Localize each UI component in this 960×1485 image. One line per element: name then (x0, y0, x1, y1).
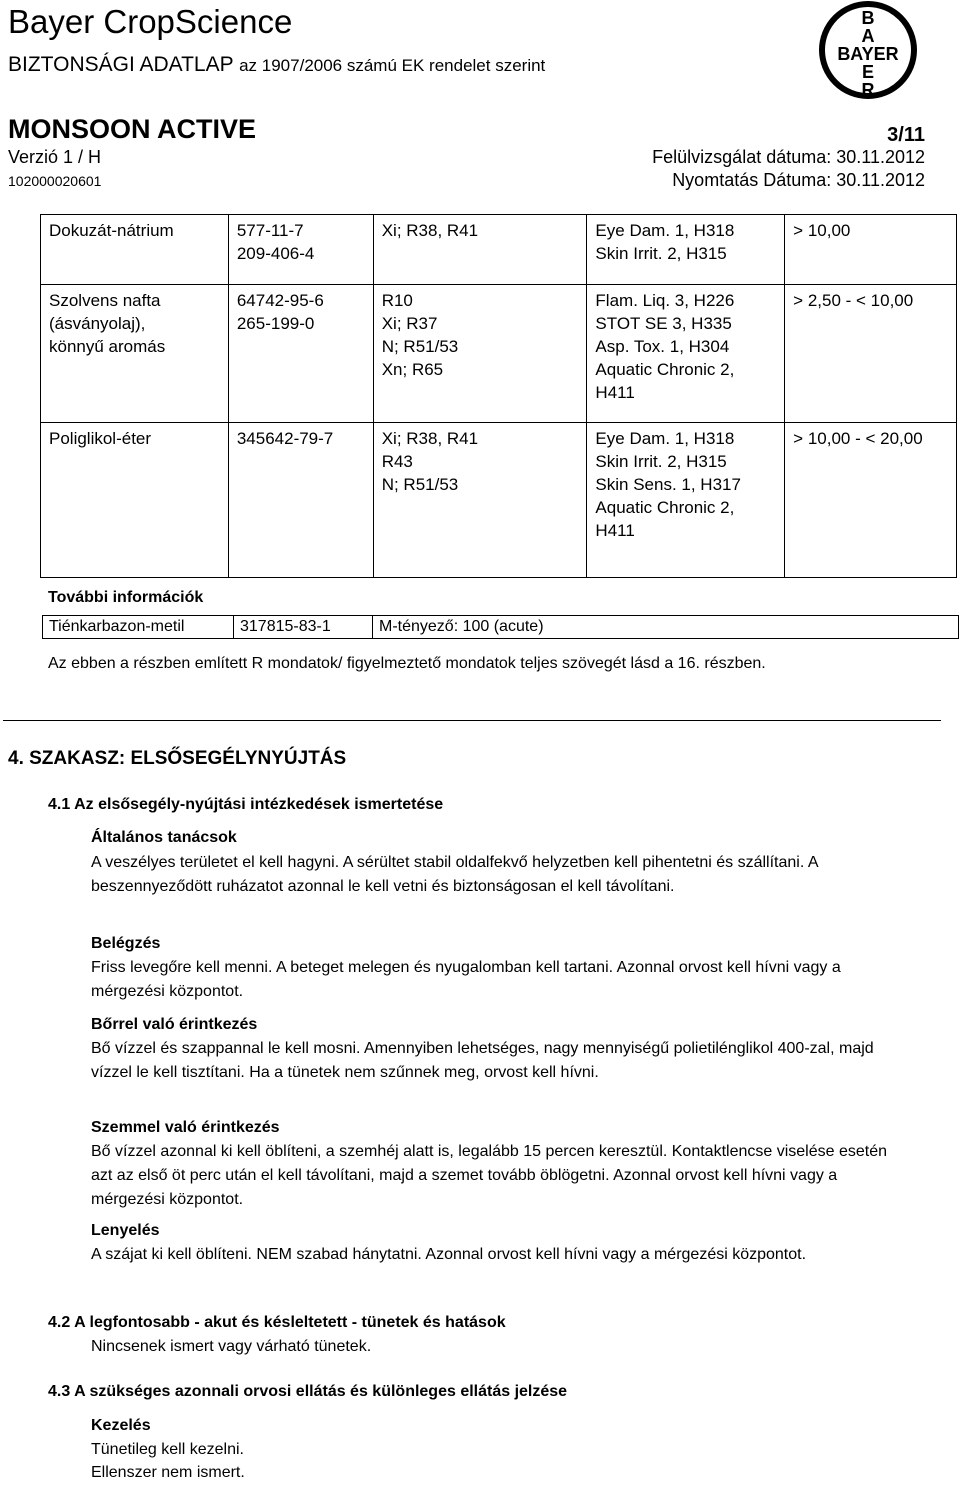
subsection-4-3: 4.3 A szükséges azonnali orvosi ellátás és különleges ellátás jelzése (48, 1383, 568, 1400)
table-row (41, 423, 957, 578)
cell-line: STOT SE 3, H335 (595, 314, 732, 333)
document-type (8, 53, 545, 77)
components-table (40, 214, 957, 578)
classification-clp-cell (587, 215, 785, 285)
svg-text:R: R (861, 80, 875, 100)
m-factor-substance: Tiénkarbazon-metil (43, 616, 234, 638)
cell-line: Eye Dam. 1, H318 (595, 429, 735, 448)
cell-line: Xi; R38, R41 (381, 429, 479, 448)
company-name: Bayer CropScience (8, 3, 293, 40)
cell-line: Asp. Tox. 1, H304 (595, 337, 730, 356)
skin-contact-heading: Bőrrel való érintkezés (91, 1016, 258, 1033)
classification-dsd-cell (373, 215, 587, 285)
review-date: Felülvizsgálat dátuma: 30.11.2012 (652, 147, 925, 167)
component-name-cell (41, 423, 229, 578)
treatment-heading: Kezelés (91, 1417, 151, 1434)
m-factor-cas: 317815-83-1 (234, 616, 373, 638)
general-advice-heading: Általános tanácsok (91, 829, 237, 846)
doc-type-label: BIZTONSÁGI ADATLAP (8, 53, 234, 76)
table-row (41, 285, 957, 423)
cell-line: > 10,00 (793, 221, 851, 240)
svg-text:A: A (861, 26, 875, 46)
treatment-text-1: Tünetileg kell kezelni. (91, 1441, 244, 1458)
table-row (41, 215, 957, 285)
cell-line: Xn; R65 (381, 360, 444, 379)
subsection-4-2: 4.2 A legfontosabb - akut és késleltetett - tünetek és hatások (48, 1314, 506, 1331)
ingestion-text: A szájat ki kell öblíteni. NEM szabad hánytatni. Azonnal orvost kell hívni vagy a mérgezési központot. (91, 1246, 807, 1263)
cell-line: Szolvens nafta (49, 291, 161, 310)
regulation-label: az 1907/2006 számú EK rendelet szerint (239, 56, 546, 75)
cell-line: N; R51/53 (381, 475, 459, 494)
classification-clp-cell (587, 423, 785, 578)
cell-line: 265-199-0 (236, 314, 315, 333)
cell-line: 345642-79-7 (236, 429, 334, 448)
cas-ec-number-cell (228, 215, 373, 285)
ingestion-heading: Lenyelés (91, 1222, 160, 1239)
cell-line: H411 (595, 521, 635, 540)
skin-contact-text: Bő vízzel és szappannal le kell mosni. Amennyiben lehetséges, nagy mennyiségű polietilénglikol 400-zal, majd vízzel le kell tisztítani. Ha a tünetek nem szűnnek meg, orvost kell hívni. (91, 1040, 874, 1081)
component-name-cell (41, 285, 229, 423)
cell-line: 209-406-4 (236, 244, 315, 263)
print-date: Nyomtatás Dátuma: 30.11.2012 (672, 170, 925, 190)
cell-line: R43 (381, 452, 413, 471)
classification-dsd-cell (373, 423, 587, 578)
cell-line: Xi; R37 (381, 314, 438, 333)
cell-line: > 2,50 - < 10,00 (793, 291, 914, 310)
inhalation-text: Friss levegőre kell menni. A beteget melegen és nyugalomban kell tartani. Azonnal orvost kell hívni vagy a mérgezési központot. (91, 959, 841, 1000)
cell-line: (ásványolaj), (49, 314, 146, 333)
svg-text:B: B (861, 8, 875, 28)
inhalation-heading: Belégzés (91, 935, 161, 952)
svg-text:BAYER: BAYER (837, 44, 899, 64)
cell-line: Xi; R38, R41 (381, 221, 479, 240)
classification-dsd-cell (373, 285, 587, 423)
section-divider (3, 720, 941, 721)
component-name-cell (41, 215, 229, 285)
cell-line: > 10,00 - < 20,00 (793, 429, 923, 448)
section-4-title: 4. SZAKASZ: ELSŐSEGÉLYNYÚJTÁS (8, 748, 347, 769)
treatment-text-2: Ellenszer nem ismert. (91, 1464, 245, 1481)
page-number: 3/11 (887, 124, 925, 146)
further-info-heading: További információk (48, 589, 204, 606)
svg-text:E: E (861, 62, 875, 82)
cell-line: R10 (381, 291, 413, 310)
m-factor-row (42, 615, 959, 639)
symptoms-text: Nincsenek ismert vagy várható tünetek. (91, 1338, 372, 1355)
cell-line: Skin Sens. 1, H317 (595, 475, 741, 494)
cell-line: Flam. Liq. 3, H226 (595, 291, 735, 310)
bayer-cross-logo (812, 0, 924, 100)
cell-line: Aquatic Chronic 2, (595, 360, 735, 379)
cell-line: 577-11-7 (236, 221, 304, 240)
cell-line: H411 (595, 383, 635, 402)
document-number: 102000020601 (8, 173, 102, 189)
concentration-cell (785, 215, 957, 285)
cas-ec-number-cell (228, 285, 373, 423)
cell-line: Poliglikol-éter (49, 429, 152, 448)
eye-contact-text: Bő vízzel azonnal ki kell öblíteni, a szemhéj alatt is, legalább 15 percen keresztül. Kontaktlencse viselése esetén azt az első öt perc után el kell távolítani, majd a szemet tovább öblögetni. Azonnal orvost kell hívni vagy a mérgezési központot. (91, 1143, 887, 1208)
cell-line: Skin Irrit. 2, H315 (595, 452, 727, 471)
concentration-cell (785, 285, 957, 423)
concentration-cell (785, 423, 957, 578)
m-factor-value: M-tényező: 100 (acute) (379, 618, 544, 635)
cell-line: N; R51/53 (381, 337, 459, 356)
general-advice-text: A veszélyes területet el kell hagyni. A sérültet stabil oldalfekvő helyzetben kell pihentetni és szállítani. A beszennyeződött ruházatot azonnal le kell vetni és biztonságosan el kell távolítani. (91, 854, 818, 895)
eye-contact-heading: Szemmel való érintkezés (91, 1119, 280, 1136)
cell-line: 64742-95-6 (236, 291, 324, 310)
product-name: MONSOON ACTIVE (8, 114, 257, 144)
cell-line: Eye Dam. 1, H318 (595, 221, 735, 240)
cas-ec-number-cell (228, 423, 373, 578)
subsection-4-1: 4.1 Az elsősegély-nyújtási intézkedések ismertetése (48, 796, 444, 813)
version-label: Verzió 1 / H (8, 147, 102, 167)
r-phrases-note: Az ebben a részben említett R mondatok/ figyelmeztető mondatok teljes szövegét lásd a 16. részben. (48, 655, 766, 672)
cell-line: könnyű aromás (49, 337, 166, 356)
cell-line: Dokuzát-nátrium (49, 221, 174, 240)
cell-line: Aquatic Chronic 2, (595, 498, 735, 517)
classification-clp-cell (587, 285, 785, 423)
cell-line: Skin Irrit. 2, H315 (595, 244, 727, 263)
